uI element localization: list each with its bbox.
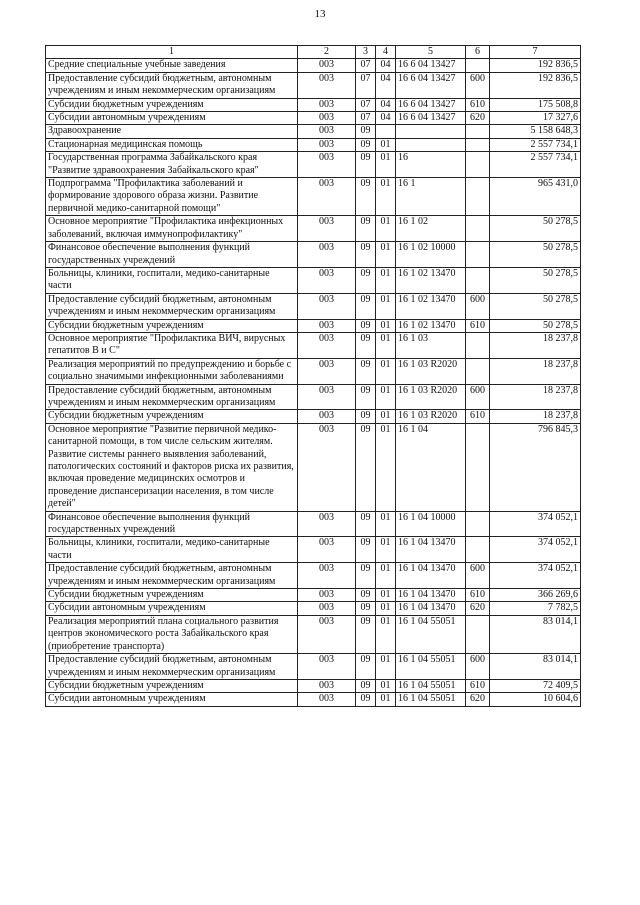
item-name-cell: Стационарная медицинская помощь (46, 138, 298, 151)
item-name-cell: Финансовое обеспечение выполнения функций государственных учреждений (46, 242, 298, 268)
expense-type-cell (466, 125, 490, 138)
item-name-cell: Субсидии бюджетным учреждениям (46, 589, 298, 602)
target-article-cell: 16 6 04 13427 (396, 59, 466, 72)
table-row (46, 511, 581, 537)
section-code-cell: 09 (356, 242, 376, 268)
table-row (46, 59, 581, 72)
table-row (46, 358, 581, 384)
item-name-cell: Средние специальные учебные заведения (46, 59, 298, 72)
section-code-cell: 09 (356, 138, 376, 151)
department-code-cell: 003 (298, 602, 356, 615)
section-code-cell: 09 (356, 654, 376, 680)
target-article-cell: 16 (396, 152, 466, 178)
subsection-code-cell: 01 (376, 563, 396, 589)
expense-type-cell (466, 216, 490, 242)
amount-cell: 50 278,5 (490, 293, 581, 319)
subsection-code-cell: 01 (376, 152, 396, 178)
table-row (46, 125, 581, 138)
amount-cell: 18 237,8 (490, 410, 581, 423)
item-name-cell: Предоставление субсидий бюджетным, автономным учреждениям и иным некоммерческим организациям (46, 72, 298, 98)
subsection-code-cell: 01 (376, 267, 396, 293)
section-code-cell: 07 (356, 59, 376, 72)
subsection-code-cell (376, 125, 396, 138)
amount-cell: 50 278,5 (490, 267, 581, 293)
expense-type-cell (466, 59, 490, 72)
target-article-cell: 16 1 03 R2020 (396, 358, 466, 384)
target-article-cell: 16 1 02 13470 (396, 293, 466, 319)
target-article-cell: 16 1 02 13470 (396, 319, 466, 332)
department-code-cell: 003 (298, 293, 356, 319)
item-name-cell: Субсидии автономным учреждениям (46, 693, 298, 706)
department-code-cell: 003 (298, 125, 356, 138)
expense-type-cell: 620 (466, 112, 490, 125)
amount-cell: 10 604,6 (490, 693, 581, 706)
department-code-cell: 003 (298, 679, 356, 692)
target-article-cell: 16 1 03 R2020 (396, 410, 466, 423)
table-row (46, 267, 581, 293)
expense-type-cell (466, 537, 490, 563)
section-code-cell: 09 (356, 563, 376, 589)
item-name-cell: Подпрограмма "Профилактика заболеваний и формирование здорового образа жизни. Развитие первичной медико-санитарной помощи" (46, 178, 298, 216)
target-article-cell: 16 1 02 13470 (396, 267, 466, 293)
header-cell-ved: 2 (298, 46, 356, 59)
item-name-cell: Здравоохранение (46, 125, 298, 138)
target-article-cell: 16 6 04 13427 (396, 98, 466, 111)
subsection-code-cell: 01 (376, 216, 396, 242)
section-code-cell: 09 (356, 511, 376, 537)
table-row (46, 654, 581, 680)
expense-type-cell (466, 615, 490, 653)
section-code-cell: 07 (356, 98, 376, 111)
expense-type-cell: 600 (466, 384, 490, 410)
expense-type-cell (466, 332, 490, 358)
expense-type-cell (466, 242, 490, 268)
table-row (46, 563, 581, 589)
table-row (46, 384, 581, 410)
budget-table (45, 45, 581, 707)
header-cell-csr: 5 (396, 46, 466, 59)
section-code-cell: 09 (356, 332, 376, 358)
amount-cell: 50 278,5 (490, 242, 581, 268)
target-article-cell: 16 1 04 10000 (396, 511, 466, 537)
subsection-code-cell: 04 (376, 112, 396, 125)
header-row (46, 46, 581, 59)
table-row (46, 693, 581, 706)
item-name-cell: Реализация мероприятий по предупреждению и борьбе с социально значимыми инфекционными заболеваниями (46, 358, 298, 384)
header-cell-name: 1 (46, 46, 298, 59)
header-cell-vr: 6 (466, 46, 490, 59)
expense-type-cell: 610 (466, 410, 490, 423)
amount-cell: 7 782,5 (490, 602, 581, 615)
section-code-cell: 09 (356, 679, 376, 692)
section-code-cell: 09 (356, 423, 376, 511)
department-code-cell: 003 (298, 384, 356, 410)
department-code-cell: 003 (298, 319, 356, 332)
section-code-cell: 09 (356, 152, 376, 178)
amount-cell: 18 237,8 (490, 358, 581, 384)
target-article-cell: 16 1 04 13470 (396, 537, 466, 563)
item-name-cell: Основное мероприятие "Профилактика инфекционных заболеваний, включая иммунопрофилактику" (46, 216, 298, 242)
department-code-cell: 003 (298, 654, 356, 680)
expense-type-cell (466, 511, 490, 537)
target-article-cell: 16 1 04 (396, 423, 466, 511)
header-cell-rz: 3 (356, 46, 376, 59)
item-name-cell: Предоставление субсидий бюджетным, автономным учреждениям и иным некоммерческим организациям (46, 293, 298, 319)
subsection-code-cell: 04 (376, 72, 396, 98)
table-row (46, 319, 581, 332)
target-article-cell: 16 6 04 13427 (396, 112, 466, 125)
section-code-cell: 09 (356, 267, 376, 293)
table-row (46, 138, 581, 151)
amount-cell: 796 845,3 (490, 423, 581, 511)
table-header (46, 46, 581, 59)
section-code-cell: 09 (356, 125, 376, 138)
table-row (46, 537, 581, 563)
table-row (46, 615, 581, 653)
item-name-cell: Финансовое обеспечение выполнения функций государственных учреждений (46, 511, 298, 537)
table-row (46, 679, 581, 692)
amount-cell: 366 269,6 (490, 589, 581, 602)
amount-cell: 374 052,1 (490, 511, 581, 537)
expense-type-cell: 610 (466, 319, 490, 332)
expense-type-cell: 600 (466, 563, 490, 589)
department-code-cell: 003 (298, 423, 356, 511)
subsection-code-cell: 01 (376, 138, 396, 151)
department-code-cell: 003 (298, 112, 356, 125)
table-row (46, 112, 581, 125)
target-article-cell: 16 1 04 55051 (396, 679, 466, 692)
item-name-cell: Основное мероприятие "Профилактика ВИЧ, вирусных гепатитов В и С" (46, 332, 298, 358)
department-code-cell: 003 (298, 511, 356, 537)
amount-cell: 18 237,8 (490, 332, 581, 358)
target-article-cell: 16 1 04 55051 (396, 615, 466, 653)
subsection-code-cell: 01 (376, 242, 396, 268)
target-article-cell (396, 125, 466, 138)
section-code-cell: 09 (356, 537, 376, 563)
target-article-cell: 16 1 (396, 178, 466, 216)
item-name-cell: Субсидии бюджетным учреждениям (46, 319, 298, 332)
table-row (46, 410, 581, 423)
target-article-cell: 16 1 02 10000 (396, 242, 466, 268)
table-row (46, 216, 581, 242)
expense-type-cell (466, 267, 490, 293)
amount-cell: 374 052,1 (490, 537, 581, 563)
table-row (46, 332, 581, 358)
subsection-code-cell: 01 (376, 178, 396, 216)
department-code-cell: 003 (298, 563, 356, 589)
department-code-cell: 003 (298, 72, 356, 98)
section-code-cell: 07 (356, 112, 376, 125)
subsection-code-cell: 01 (376, 693, 396, 706)
department-code-cell: 003 (298, 138, 356, 151)
section-code-cell: 09 (356, 615, 376, 653)
expense-type-cell (466, 358, 490, 384)
item-name-cell: Субсидии бюджетным учреждениям (46, 410, 298, 423)
item-name-cell: Больницы, клиники, госпитали, медико-санитарные части (46, 267, 298, 293)
subsection-code-cell: 01 (376, 423, 396, 511)
subsection-code-cell: 01 (376, 537, 396, 563)
table-row (46, 602, 581, 615)
department-code-cell: 003 (298, 358, 356, 384)
department-code-cell: 003 (298, 178, 356, 216)
table-row (46, 423, 581, 511)
target-article-cell: 16 1 03 (396, 332, 466, 358)
section-code-cell: 09 (356, 410, 376, 423)
amount-cell: 50 278,5 (490, 216, 581, 242)
subsection-code-cell: 01 (376, 358, 396, 384)
expense-type-cell (466, 138, 490, 151)
expense-type-cell: 600 (466, 72, 490, 98)
department-code-cell: 003 (298, 98, 356, 111)
section-code-cell: 07 (356, 72, 376, 98)
table-row (46, 242, 581, 268)
subsection-code-cell: 04 (376, 98, 396, 111)
target-article-cell: 16 1 04 55051 (396, 693, 466, 706)
subsection-code-cell: 01 (376, 654, 396, 680)
amount-cell: 192 836,5 (490, 59, 581, 72)
target-article-cell: 16 1 04 13470 (396, 589, 466, 602)
department-code-cell: 003 (298, 152, 356, 178)
department-code-cell: 003 (298, 332, 356, 358)
table-row (46, 293, 581, 319)
item-name-cell: Государственная программа Забайкальского края "Развитие здравоохранения Забайкальского края" (46, 152, 298, 178)
target-article-cell: 16 1 04 13470 (396, 563, 466, 589)
amount-cell: 72 409,5 (490, 679, 581, 692)
amount-cell: 83 014,1 (490, 654, 581, 680)
item-name-cell: Предоставление субсидий бюджетным, автономным учреждениям и иным некоммерческим организациям (46, 654, 298, 680)
department-code-cell: 003 (298, 216, 356, 242)
target-article-cell: 16 1 03 R2020 (396, 384, 466, 410)
amount-cell: 175 508,8 (490, 98, 581, 111)
item-name-cell: Предоставление субсидий бюджетным, автономным учреждениям и иным некоммерческим организациям (46, 384, 298, 410)
item-name-cell: Больницы, клиники, госпитали, медико-санитарные части (46, 537, 298, 563)
amount-cell: 5 158 648,3 (490, 125, 581, 138)
section-code-cell: 09 (356, 589, 376, 602)
table-row (46, 98, 581, 111)
header-cell-sum: 7 (490, 46, 581, 59)
amount-cell: 50 278,5 (490, 319, 581, 332)
target-article-cell: 16 1 04 13470 (396, 602, 466, 615)
target-article-cell (396, 138, 466, 151)
section-code-cell: 09 (356, 602, 376, 615)
section-code-cell: 09 (356, 216, 376, 242)
header-cell-pr: 4 (376, 46, 396, 59)
section-code-cell: 09 (356, 384, 376, 410)
subsection-code-cell: 01 (376, 332, 396, 358)
amount-cell: 2 557 734,1 (490, 152, 581, 178)
section-code-cell: 09 (356, 293, 376, 319)
section-code-cell: 09 (356, 693, 376, 706)
target-article-cell: 16 6 04 13427 (396, 72, 466, 98)
subsection-code-cell: 01 (376, 319, 396, 332)
expense-type-cell (466, 152, 490, 178)
section-code-cell: 09 (356, 178, 376, 216)
table-row (46, 589, 581, 602)
section-code-cell: 09 (356, 358, 376, 384)
amount-cell: 192 836,5 (490, 72, 581, 98)
table-row (46, 178, 581, 216)
amount-cell: 374 052,1 (490, 563, 581, 589)
amount-cell: 965 431,0 (490, 178, 581, 216)
subsection-code-cell: 01 (376, 679, 396, 692)
expense-type-cell: 610 (466, 98, 490, 111)
amount-cell: 18 237,8 (490, 384, 581, 410)
item-name-cell: Основное мероприятие "Развитие первичной медико-санитарной помощи, в том числе сельским жителям. Развитие системы раннего выявления заболеваний, патологических состояний и факторов риска их развития, включая проведение медицинских осмотров и проведение диспансеризации населения, в том числе детей" (46, 423, 298, 511)
department-code-cell: 003 (298, 693, 356, 706)
table-row (46, 72, 581, 98)
target-article-cell: 16 1 02 (396, 216, 466, 242)
expense-type-cell (466, 423, 490, 511)
section-code-cell: 09 (356, 319, 376, 332)
expense-type-cell: 610 (466, 679, 490, 692)
expense-type-cell: 610 (466, 589, 490, 602)
page-number: 13 (314, 8, 326, 20)
item-name-cell: Субсидии бюджетным учреждениям (46, 98, 298, 111)
subsection-code-cell: 04 (376, 59, 396, 72)
subsection-code-cell: 01 (376, 589, 396, 602)
amount-cell: 2 557 734,1 (490, 138, 581, 151)
target-article-cell: 16 1 04 55051 (396, 654, 466, 680)
subsection-code-cell: 01 (376, 511, 396, 537)
expense-type-cell: 600 (466, 654, 490, 680)
table-body (46, 59, 581, 706)
subsection-code-cell: 01 (376, 293, 396, 319)
item-name-cell: Субсидии бюджетным учреждениям (46, 679, 298, 692)
amount-cell: 83 014,1 (490, 615, 581, 653)
subsection-code-cell: 01 (376, 384, 396, 410)
item-name-cell: Предоставление субсидий бюджетным, автономным учреждениям и иным некоммерческим организациям (46, 563, 298, 589)
subsection-code-cell: 01 (376, 615, 396, 653)
item-name-cell: Субсидии автономным учреждениям (46, 112, 298, 125)
expense-type-cell: 620 (466, 602, 490, 615)
subsection-code-cell: 01 (376, 410, 396, 423)
table-row (46, 152, 581, 178)
expense-type-cell: 620 (466, 693, 490, 706)
department-code-cell: 003 (298, 242, 356, 268)
subsection-code-cell: 01 (376, 602, 396, 615)
expense-type-cell: 600 (466, 293, 490, 319)
department-code-cell: 003 (298, 537, 356, 563)
item-name-cell: Реализация мероприятий плана социального развития центров экономического роста Забайкальского края (приобретение транспорта) (46, 615, 298, 653)
department-code-cell: 003 (298, 615, 356, 653)
department-code-cell: 003 (298, 267, 356, 293)
department-code-cell: 003 (298, 589, 356, 602)
department-code-cell: 003 (298, 410, 356, 423)
amount-cell: 17 327,6 (490, 112, 581, 125)
item-name-cell: Субсидии автономным учреждениям (46, 602, 298, 615)
department-code-cell: 003 (298, 59, 356, 72)
expense-type-cell (466, 178, 490, 216)
